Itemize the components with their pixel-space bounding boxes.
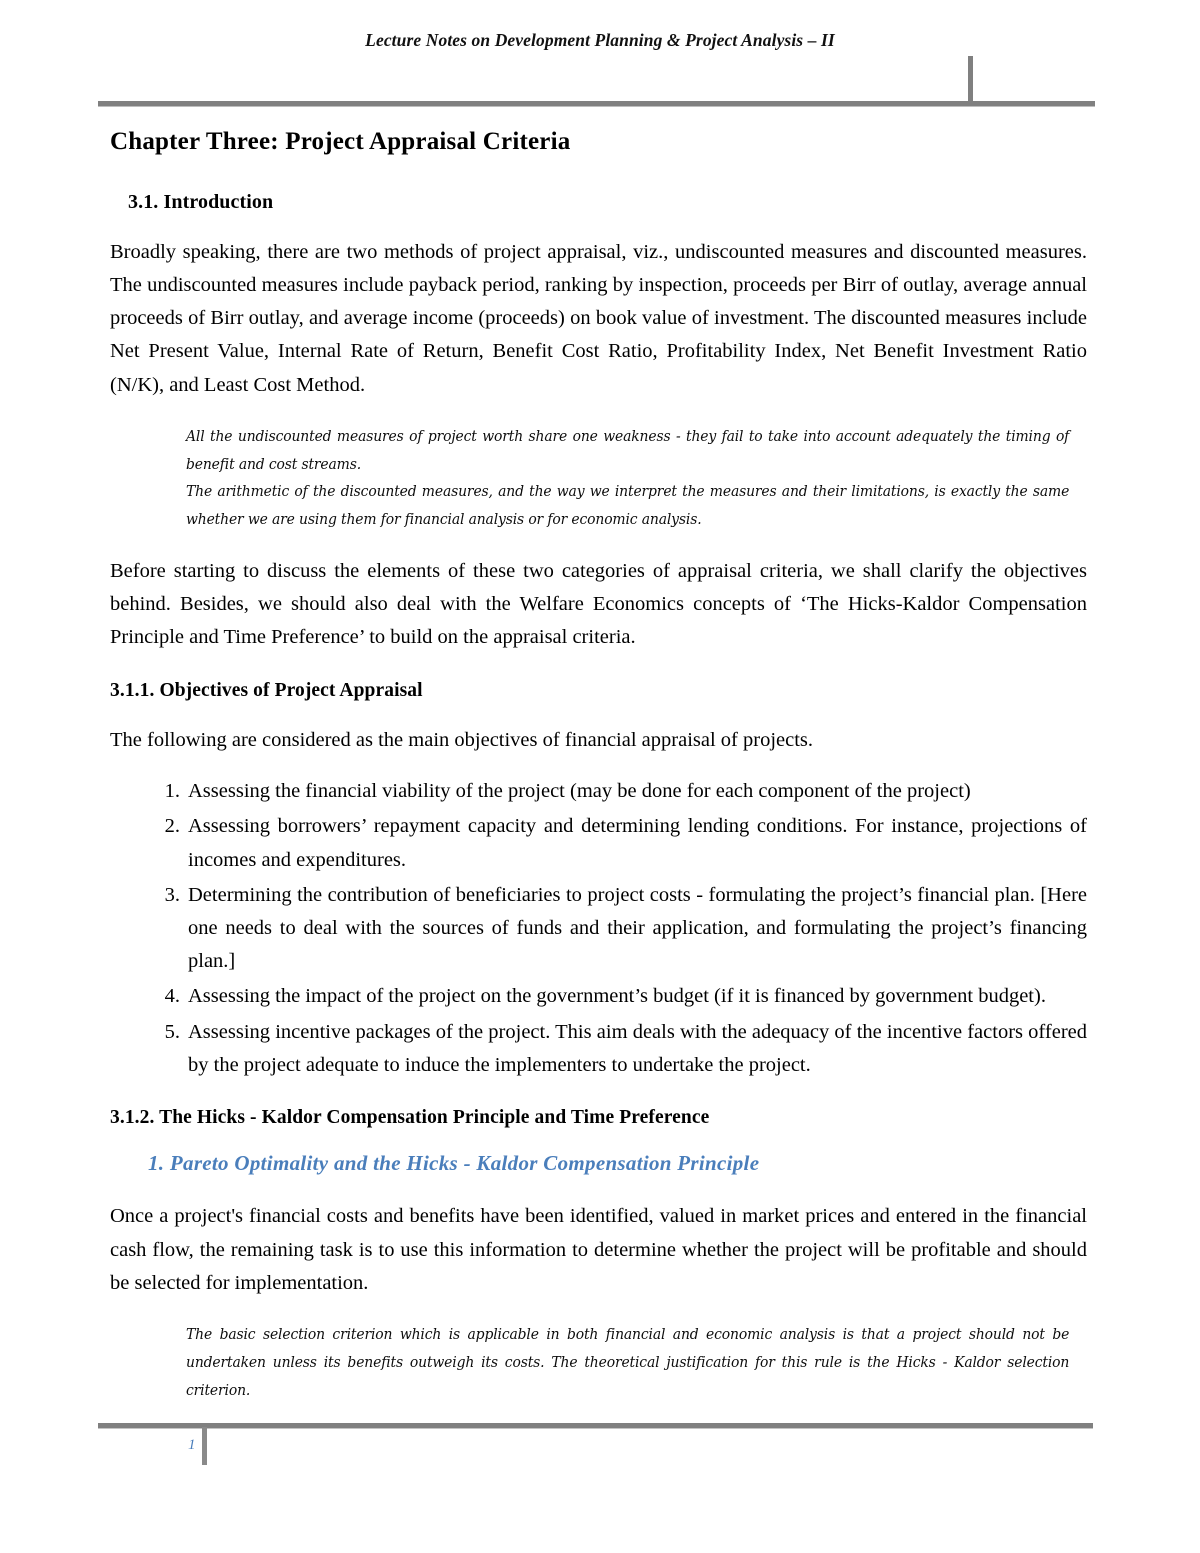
list-item [110, 775, 1087, 808]
page-number: 1 [188, 1437, 196, 1453]
running-header-title: Lecture Notes on Development Planning & Project Analysis – II [365, 30, 835, 50]
section-heading-3-1-1: 3.1.1. Objectives of Project Appraisal [110, 679, 423, 701]
footer-horizontal-rule [98, 1423, 1093, 1429]
list-item-number: 2. [164, 815, 180, 838]
section-heading-3-1-2: 3.1.2. The Hicks - Kaldor Compensation Principle and Time Preference [110, 1107, 710, 1129]
pareto-optimality-heading: 1. Pareto Optimality and the Hicks - Kaldor Compensation Principle [148, 1151, 760, 1176]
before-starting-paragraph: Before starting to discuss the elements of these two categories of appraisal criteria, we shall clarify the objectives behind. Besides, we should also deal with the Welfare Economics concepts of ‘The Hicks-Kaldor Compensation Principle and Time Preference’ to build on the appraisal criteria. [110, 560, 1087, 649]
intro-paragraph: Broadly speaking, there are two methods of project appraisal, viz., undiscounted measures and discounted measures. The undiscounted measures include payback period, ranking by inspection, proceeds per Birr of outlay, average annual proceeds of Birr outlay, and average income (proceeds) on book value of investment. The discounted measures include Net Present Value, Internal Rate of Return, Benefit Cost Ratio, Profitability Index, Net Benefit Investment Ratio (N/K), and Least Cost Method. [110, 240, 1087, 396]
list-item-text: Determining the contribution of beneficiaries to project costs - formulating the project’s financial plan. [Here one needs to deal with the sources of funds and their application, and formulating the project’s financing plan.] [188, 883, 1087, 973]
quote-line: All the undiscounted measures of project worth share one weakness - they fail to take into account adequately the timing of benefit and cost streams. [186, 428, 1070, 473]
list-item [110, 1016, 1087, 1082]
quote-block-selection-criterion [186, 1322, 1106, 1405]
document-body [110, 128, 1087, 1425]
quote-block-undiscounted-measures [186, 424, 1106, 535]
page-header [0, 0, 1200, 112]
list-item-text: Assessing the impact of the project on the government’s budget (if it is financed by government budget). [188, 985, 1046, 1008]
objectives-lead-in: The following are considered as the main objectives of financial appraisal of projects. [110, 728, 814, 751]
section-heading-3-1: 3.1. Introduction [128, 190, 274, 213]
footer-rule-tick [202, 1427, 207, 1465]
quote-line: The basic selection criterion which is applicable in both financial and economic analysis is that a project should not be undertaken unless its benefits outweigh its costs. The theoretical justification for this rule is the Hicks - Kaldor selection criterion. [186, 1326, 1070, 1399]
list-item-number: 4. [164, 985, 180, 1008]
list-item [110, 879, 1087, 979]
objectives-list [110, 775, 1087, 1082]
list-item [110, 980, 1087, 1013]
list-item-number: 5. [164, 1020, 180, 1043]
list-item-text: Assessing the financial viability of the project (may be done for each component of the project) [188, 780, 971, 803]
chapter-title: Chapter Three: Project Appraisal Criteria [110, 128, 571, 155]
list-item-number: 3. [164, 883, 180, 906]
list-item-text: Assessing incentive packages of the project. This aim deals with the adequacy of the incentive factors offered by the project adequate to induce the implementers to undertake the project. [188, 1020, 1087, 1076]
header-horizontal-rule [98, 101, 1095, 107]
list-item [110, 810, 1087, 876]
header-rule-tick [968, 56, 973, 102]
quote-line: The arithmetic of the discounted measures, and the way we interpret the measures and their limitations, is exactly the same whether we are using them for financial analysis or for economic analysis. [186, 484, 1070, 529]
pareto-paragraph: Once a project's financial costs and benefits have been identified, valued in market prices and entered in the financial cash flow, the remaining task is to use this information to determine whether the project will be profitable and should be selected for implementation. [110, 1205, 1087, 1294]
list-item-text: Assessing borrowers’ repayment capacity and determining lending conditions. For instance, projections of incomes and expenditures. [188, 815, 1087, 871]
list-item-number: 1. [164, 780, 180, 803]
